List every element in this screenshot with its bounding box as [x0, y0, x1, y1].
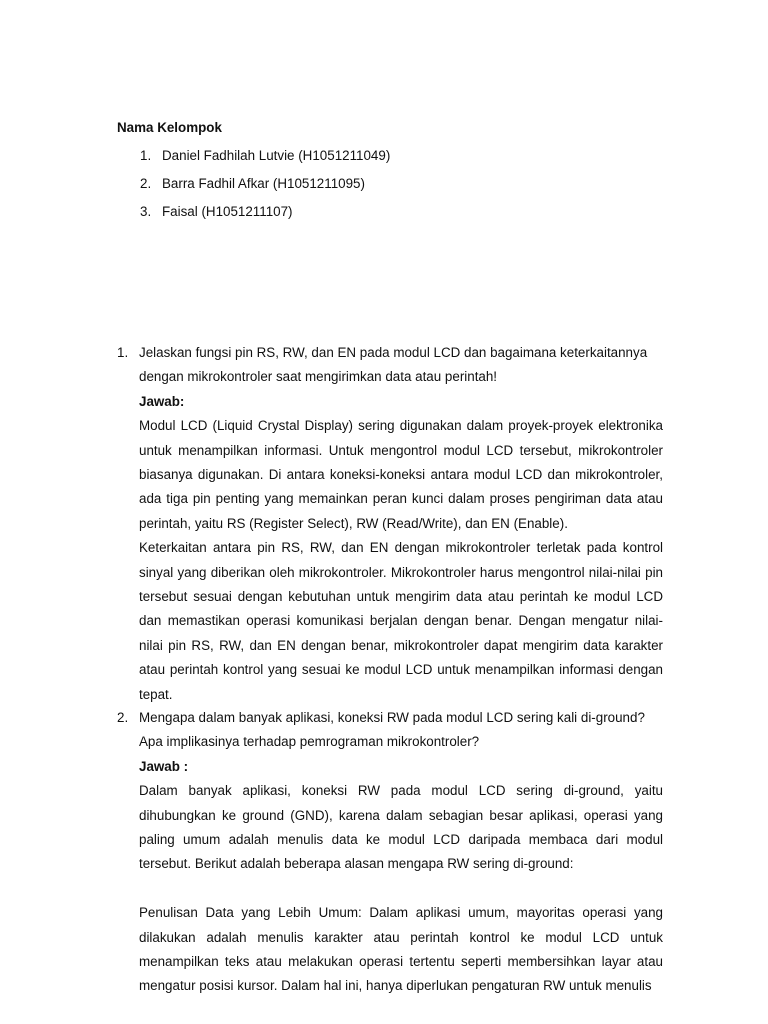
answer-paragraph: Dalam banyak aplikasi, koneksi RW pada modul LCD sering di-ground, yaitu dihubungkan ke ground (GND), karena dalam sebagian besar aplikasi, operasi yang paling umum adalah menulis data ke modul LCD daripada membaca dari modul tersebut. Berikut adalah beberapa alasan mengapa RW sering di-ground:	[139, 783, 663, 872]
question-number: 1.	[117, 345, 129, 360]
list-number: 2.	[140, 176, 152, 191]
question-number: 2.	[117, 710, 129, 725]
answer-paragraph: Keterkaitan antara pin RS, RW, dan EN dengan mikrokontroler terletak pada kontrol sinyal yang diberikan oleh mikrokontroler. Mikrokontroler harus mengontrol nilai-nilai pin tersebut sesuai dengan kebutuhan untuk mengirim data atau perintah ke modul LCD dan memastikan operasi komunikasi berjalan dengan benar. Dengan mengatur nilai-nilai pin RS, RW, dan EN dengan benar, mikrokontroler dapat mengirim data karakter atau perintah kontrol yang sesuai ke modul LCD untuk menampilkan informasi dengan tepat.	[139, 540, 663, 702]
list-number: 1.	[140, 148, 152, 163]
answer-paragraph: Penulisan Data yang Lebih Umum: Dalam aplikasi umum, mayoritas operasi yang dilakukan adalah menulis karakter atau perintah kontrol ke modul LCD untuk menampilkan teks atau melakukan operasi tertentu seperti membersihkan layar atau mengatur posisi kursor. Dalam hal ini, hanya diperlukan pengaturan RW untuk menulis	[139, 905, 663, 994]
question-body	[139, 341, 663, 707]
member-name: Barra Fadhil Afkar (H1051211095)	[162, 176, 365, 191]
question-body	[139, 706, 663, 999]
question-text: Mengapa dalam banyak aplikasi, koneksi RW pada modul LCD sering kali di-ground? Apa implikasinya terhadap pemrograman mikrokontroler?	[139, 710, 645, 750]
member-name: Daniel Fadhilah Lutvie (H1051211049)	[162, 148, 391, 163]
answer-paragraph: Modul LCD (Liquid Crystal Display) sering digunakan dalam proyek-proyek elektronika untuk menampilkan informasi. Untuk mengontrol modul LCD tersebut, mikrokontroler biasanya digunakan. Di antara koneksi-koneksi antara modul LCD dan mikrokontroler, ada tiga pin penting yang memainkan peran kunci dalam proses pengiriman data atau perintah, yaitu RS (Register Select), RW (Read/Write), dan EN (Enable).	[139, 418, 663, 531]
answer-label: Jawab:	[139, 393, 185, 409]
group-heading: Nama Kelompok	[117, 120, 222, 135]
list-number: 3.	[140, 204, 152, 219]
answer-label: Jawab :	[139, 758, 189, 774]
paragraph-gap	[139, 877, 663, 901]
member-name: Faisal (H1051211107)	[162, 204, 293, 219]
question-text: Jelaskan fungsi pin RS, RW, dan EN pada modul LCD dan bagaimana keterkaitannya dengan mikrokontroler saat mengirimkan data atau perintah!	[139, 345, 648, 385]
